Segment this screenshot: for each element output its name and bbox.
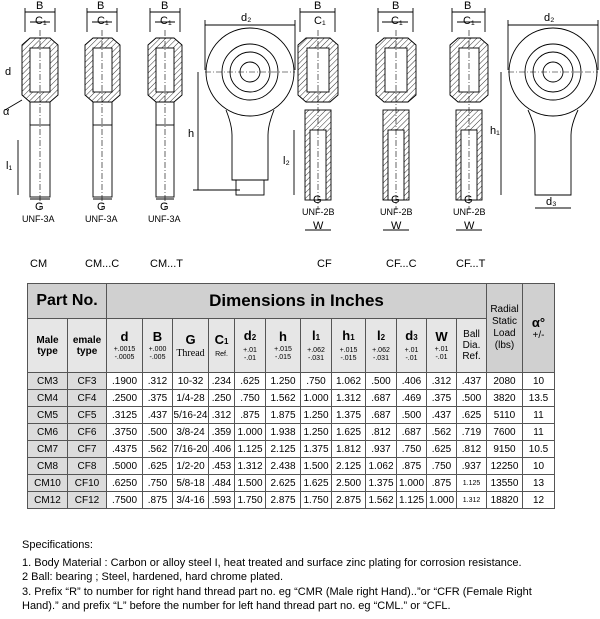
table-cell: .875 bbox=[143, 492, 173, 509]
table-cell: 5/16-24 bbox=[173, 407, 209, 424]
table-cell: 1.375 bbox=[301, 441, 332, 458]
table-cell: .719 bbox=[457, 424, 487, 441]
table-cell: 7600 bbox=[487, 424, 523, 441]
table-cell: 1.750 bbox=[301, 492, 332, 509]
table-row bbox=[28, 424, 555, 441]
table-cell: 7/16-20 bbox=[173, 441, 209, 458]
table-cell: .6250 bbox=[107, 475, 143, 492]
table-cell: 1.625 bbox=[301, 475, 332, 492]
specifications bbox=[22, 538, 594, 614]
table-cell: 2080 bbox=[487, 373, 523, 390]
table-cell: .3750 bbox=[107, 424, 143, 441]
series-label-cf-t: CF...T bbox=[456, 258, 486, 270]
alpha-tolerance: +/- bbox=[532, 330, 545, 341]
table-cell: CM3 bbox=[28, 373, 68, 390]
table-cell: .500 bbox=[457, 390, 487, 407]
table-cell: 1.312 bbox=[235, 458, 266, 475]
table-cell: .406 bbox=[397, 373, 427, 390]
col-d-header: d +.0015 -.0005 bbox=[107, 319, 143, 373]
col-b-header: B +.000 -.005 bbox=[143, 319, 173, 373]
table-cell: .750 bbox=[301, 373, 332, 390]
table-cell: 1.250 bbox=[301, 424, 332, 441]
table-cell: 1.000 bbox=[235, 424, 266, 441]
table-cell: 1.000 bbox=[427, 492, 457, 509]
table-cell: .562 bbox=[427, 424, 457, 441]
table-row bbox=[28, 390, 555, 407]
table-cell: .625 bbox=[235, 373, 266, 390]
male-front-view bbox=[193, 20, 295, 195]
table-cell: 2.875 bbox=[266, 492, 301, 509]
label-c1: C₁ bbox=[463, 15, 475, 27]
table-cell: .4375 bbox=[107, 441, 143, 458]
table-cell: .7500 bbox=[107, 492, 143, 509]
table-cell: .437 bbox=[457, 373, 487, 390]
alpha-header bbox=[523, 284, 555, 373]
table-cell: CM5 bbox=[28, 407, 68, 424]
table-cell: 1/2-20 bbox=[173, 458, 209, 475]
table-cell: .750 bbox=[397, 441, 427, 458]
table-cell: 2.438 bbox=[266, 458, 301, 475]
table-cell: .500 bbox=[366, 373, 397, 390]
table-cell: .437 bbox=[427, 407, 457, 424]
table-cell: .750 bbox=[427, 458, 457, 475]
series-label-cm-c: CM...C bbox=[85, 258, 120, 270]
table-cell: .312 bbox=[427, 373, 457, 390]
table-cell: CF6 bbox=[68, 424, 107, 441]
table-cell: 11 bbox=[523, 407, 555, 424]
spec-heading: Specifications: bbox=[22, 539, 93, 551]
label-b: B bbox=[392, 0, 400, 12]
table-row bbox=[28, 441, 555, 458]
label-b: B bbox=[464, 0, 472, 12]
label-c1: C₁ bbox=[160, 15, 172, 27]
table-cell: 1.062 bbox=[332, 373, 366, 390]
series-label-cm-t: CM...T bbox=[150, 258, 183, 270]
table-row bbox=[28, 373, 555, 390]
table-cell: 10 bbox=[523, 373, 555, 390]
dimensions-table bbox=[27, 283, 555, 509]
spec-line-4: Hand).” and prefix “L” before the number for left hand thread part no. eg “CML.” or “CFL. bbox=[22, 600, 451, 612]
table-cell: 1.938 bbox=[266, 424, 301, 441]
col-l1-header: l1 +.062 -.031 bbox=[301, 319, 332, 373]
table-cell: 13 bbox=[523, 475, 555, 492]
table-row bbox=[28, 475, 555, 492]
label-g: G bbox=[464, 194, 473, 206]
table-cell: .812 bbox=[366, 424, 397, 441]
table-cell: CM6 bbox=[28, 424, 68, 441]
table-cell: .406 bbox=[209, 441, 235, 458]
table-cell: 10.5 bbox=[523, 441, 555, 458]
table-cell: 3/4-16 bbox=[173, 492, 209, 509]
table-cell: 3820 bbox=[487, 390, 523, 407]
table-cell: CM8 bbox=[28, 458, 68, 475]
table-cell: 12250 bbox=[487, 458, 523, 475]
table-cell: 3/8-24 bbox=[173, 424, 209, 441]
table-cell: 1.000 bbox=[397, 475, 427, 492]
table-cell: .250 bbox=[209, 390, 235, 407]
label-l1: l₁ bbox=[6, 160, 13, 172]
table-cell: .687 bbox=[366, 407, 397, 424]
label-g: G bbox=[391, 194, 400, 206]
table-cell: .875 bbox=[235, 407, 266, 424]
label-g: G bbox=[313, 194, 322, 206]
table-cell: 9150 bbox=[487, 441, 523, 458]
label-b: B bbox=[97, 0, 105, 12]
series-label-cf-c: CF...C bbox=[386, 258, 417, 270]
table-cell: .437 bbox=[143, 407, 173, 424]
spec-line-2: 2 Ball: bearing ; Steel, hardened, hard chrome plated. bbox=[22, 571, 284, 583]
table-cell: 1.750 bbox=[235, 492, 266, 509]
table-cell: CM7 bbox=[28, 441, 68, 458]
table-cell: .453 bbox=[209, 458, 235, 475]
table-cell: .3125 bbox=[107, 407, 143, 424]
table-cell: 1.812 bbox=[332, 441, 366, 458]
table-cell: 1.562 bbox=[266, 390, 301, 407]
table-cell: 12 bbox=[523, 492, 555, 509]
table-cell: 2.125 bbox=[332, 458, 366, 475]
table-cell: 1.500 bbox=[235, 475, 266, 492]
label-h: h bbox=[188, 128, 195, 140]
alpha-symbol: α° bbox=[531, 315, 546, 330]
label-c1: C₁ bbox=[97, 15, 109, 27]
label-b: B bbox=[161, 0, 169, 12]
label-unf-2b: UNF-2B bbox=[302, 207, 335, 217]
table-cell: 1.125 bbox=[235, 441, 266, 458]
table-cell: .500 bbox=[143, 424, 173, 441]
series-label-cf: CF bbox=[317, 258, 332, 270]
table-cell: 1.625 bbox=[332, 424, 366, 441]
dimensions-title: Dimensions in Inches bbox=[107, 284, 487, 319]
label-d2: d₂ bbox=[544, 12, 555, 24]
label-w: W bbox=[464, 220, 475, 232]
table-cell: 2.125 bbox=[266, 441, 301, 458]
male-section-view-3 bbox=[148, 8, 182, 210]
table-cell: 1.375 bbox=[332, 407, 366, 424]
table-cell: 1.375 bbox=[366, 475, 397, 492]
table-cell: .625 bbox=[427, 441, 457, 458]
male-type-header: Male type bbox=[28, 319, 68, 373]
table-cell: CM12 bbox=[28, 492, 68, 509]
table-cell: .625 bbox=[457, 407, 487, 424]
label-unf-3a: UNF-3A bbox=[22, 214, 55, 224]
table-cell: .562 bbox=[143, 441, 173, 458]
col-w-header: W +.01 -.01 bbox=[427, 319, 457, 373]
table-cell: 1.062 bbox=[366, 458, 397, 475]
table-cell: .484 bbox=[209, 475, 235, 492]
table-cell: 18820 bbox=[487, 492, 523, 509]
table-cell: .2500 bbox=[107, 390, 143, 407]
label-unf-3a: UNF-3A bbox=[85, 214, 118, 224]
table-cell: .500 bbox=[397, 407, 427, 424]
table-cell: .937 bbox=[366, 441, 397, 458]
table-cell: 1.562 bbox=[366, 492, 397, 509]
radial-load-header: Radial Static Load (lbs) bbox=[487, 284, 523, 373]
label-g: G bbox=[160, 201, 169, 213]
col-d2-header: d2 +.01 -.01 bbox=[235, 319, 266, 373]
table-cell: .312 bbox=[143, 373, 173, 390]
table-cell: 5110 bbox=[487, 407, 523, 424]
table-cell: 5/8-18 bbox=[173, 475, 209, 492]
table-cell: 1.875 bbox=[266, 407, 301, 424]
col-g-header: G Thread bbox=[173, 319, 209, 373]
table-cell: .687 bbox=[397, 424, 427, 441]
label-d: d bbox=[5, 66, 12, 78]
table-cell: .875 bbox=[397, 458, 427, 475]
table-cell: 1.500 bbox=[301, 458, 332, 475]
table-cell: .469 bbox=[397, 390, 427, 407]
table-cell: 11 bbox=[523, 424, 555, 441]
label-h1: h₁ bbox=[490, 125, 500, 137]
table-cell: .750 bbox=[143, 475, 173, 492]
table-cell: .812 bbox=[457, 441, 487, 458]
male-section-view-2 bbox=[85, 8, 120, 210]
label-unf-2b: UNF-2B bbox=[380, 207, 413, 217]
table-cell: 1.312 bbox=[332, 390, 366, 407]
table-cell: 13.5 bbox=[523, 390, 555, 407]
spec-line-1: 1. Body Material : Carbon or alloy steel I, heat treated and surface zinc plating for corrosion resistance. bbox=[22, 556, 522, 569]
label-alpha: α bbox=[3, 106, 10, 118]
spec-line-3: 3. Prefix “R” to number for right hand thread part no. eg “CMR (Male right Hand)..”or “CFR (Female Right bbox=[22, 585, 532, 598]
label-g: G bbox=[97, 201, 106, 213]
table-cell: CF8 bbox=[68, 458, 107, 475]
label-unf-3a: UNF-3A bbox=[148, 214, 181, 224]
label-d3: d₃ bbox=[546, 196, 557, 208]
table-cell: CF4 bbox=[68, 390, 107, 407]
series-label-cm: CM bbox=[30, 258, 48, 270]
label-w: W bbox=[391, 220, 402, 232]
label-c1: C₁ bbox=[35, 15, 47, 27]
table-cell: 1/4-28 bbox=[173, 390, 209, 407]
table-cell: CF5 bbox=[68, 407, 107, 424]
table-cell: CF10 bbox=[68, 475, 107, 492]
table-cell: 1.000 bbox=[301, 390, 332, 407]
col-h1-header: h1 +.015 -.015 bbox=[332, 319, 366, 373]
table-cell: .375 bbox=[143, 390, 173, 407]
col-c1-header: C1 Ref. bbox=[209, 319, 235, 373]
table-cell: 13550 bbox=[487, 475, 523, 492]
part-no-header: Part No. bbox=[28, 284, 107, 319]
table-cell: CF12 bbox=[68, 492, 107, 509]
table-cell: 2.625 bbox=[266, 475, 301, 492]
label-b: B bbox=[314, 0, 322, 12]
table-cell: 1.312 bbox=[457, 492, 487, 509]
table-row bbox=[28, 458, 555, 475]
table-cell: .687 bbox=[366, 390, 397, 407]
col-h-header: h +.015 -.015 bbox=[266, 319, 301, 373]
table-cell: .937 bbox=[457, 458, 487, 475]
table-cell: 2.500 bbox=[332, 475, 366, 492]
table-cell: .312 bbox=[209, 407, 235, 424]
table-cell: CF7 bbox=[68, 441, 107, 458]
table-cell: 1.250 bbox=[266, 373, 301, 390]
label-l2: l₂ bbox=[283, 155, 290, 167]
col-ball-header: Ball Dia. Ref. bbox=[457, 319, 487, 373]
table-row bbox=[28, 492, 555, 509]
table-cell: 10-32 bbox=[173, 373, 209, 390]
label-g: G bbox=[35, 201, 44, 213]
label-d2: d₂ bbox=[241, 12, 252, 24]
table-cell: .875 bbox=[427, 475, 457, 492]
table-cell: .750 bbox=[235, 390, 266, 407]
table-cell: .593 bbox=[209, 492, 235, 509]
table-cell: .234 bbox=[209, 373, 235, 390]
table-cell: CM4 bbox=[28, 390, 68, 407]
table-cell: 1.125 bbox=[457, 475, 487, 492]
label-c1: C₁ bbox=[391, 15, 403, 27]
male-section-view-1 bbox=[5, 8, 58, 210]
female-type-header: emale type bbox=[68, 319, 107, 373]
table-cell: 1.250 bbox=[301, 407, 332, 424]
col-l2-header: l2 +.062 -.031 bbox=[366, 319, 397, 373]
table-cell: CM10 bbox=[28, 475, 68, 492]
table-cell: 10 bbox=[523, 458, 555, 475]
col-d3-header: d3 +.01 -.01 bbox=[397, 319, 427, 373]
table-cell: 1.125 bbox=[397, 492, 427, 509]
table-cell: .375 bbox=[427, 390, 457, 407]
label-b: B bbox=[36, 0, 44, 12]
table-cell: .1900 bbox=[107, 373, 143, 390]
table-cell: CF3 bbox=[68, 373, 107, 390]
label-w: W bbox=[313, 220, 324, 232]
table-row bbox=[28, 407, 555, 424]
table-cell: 2.875 bbox=[332, 492, 366, 509]
table-cell: .359 bbox=[209, 424, 235, 441]
table-cell: .5000 bbox=[107, 458, 143, 475]
label-c1: C₁ bbox=[314, 15, 326, 27]
female-front-view bbox=[501, 20, 598, 208]
table-cell: .625 bbox=[143, 458, 173, 475]
label-unf-2b: UNF-2B bbox=[453, 207, 486, 217]
